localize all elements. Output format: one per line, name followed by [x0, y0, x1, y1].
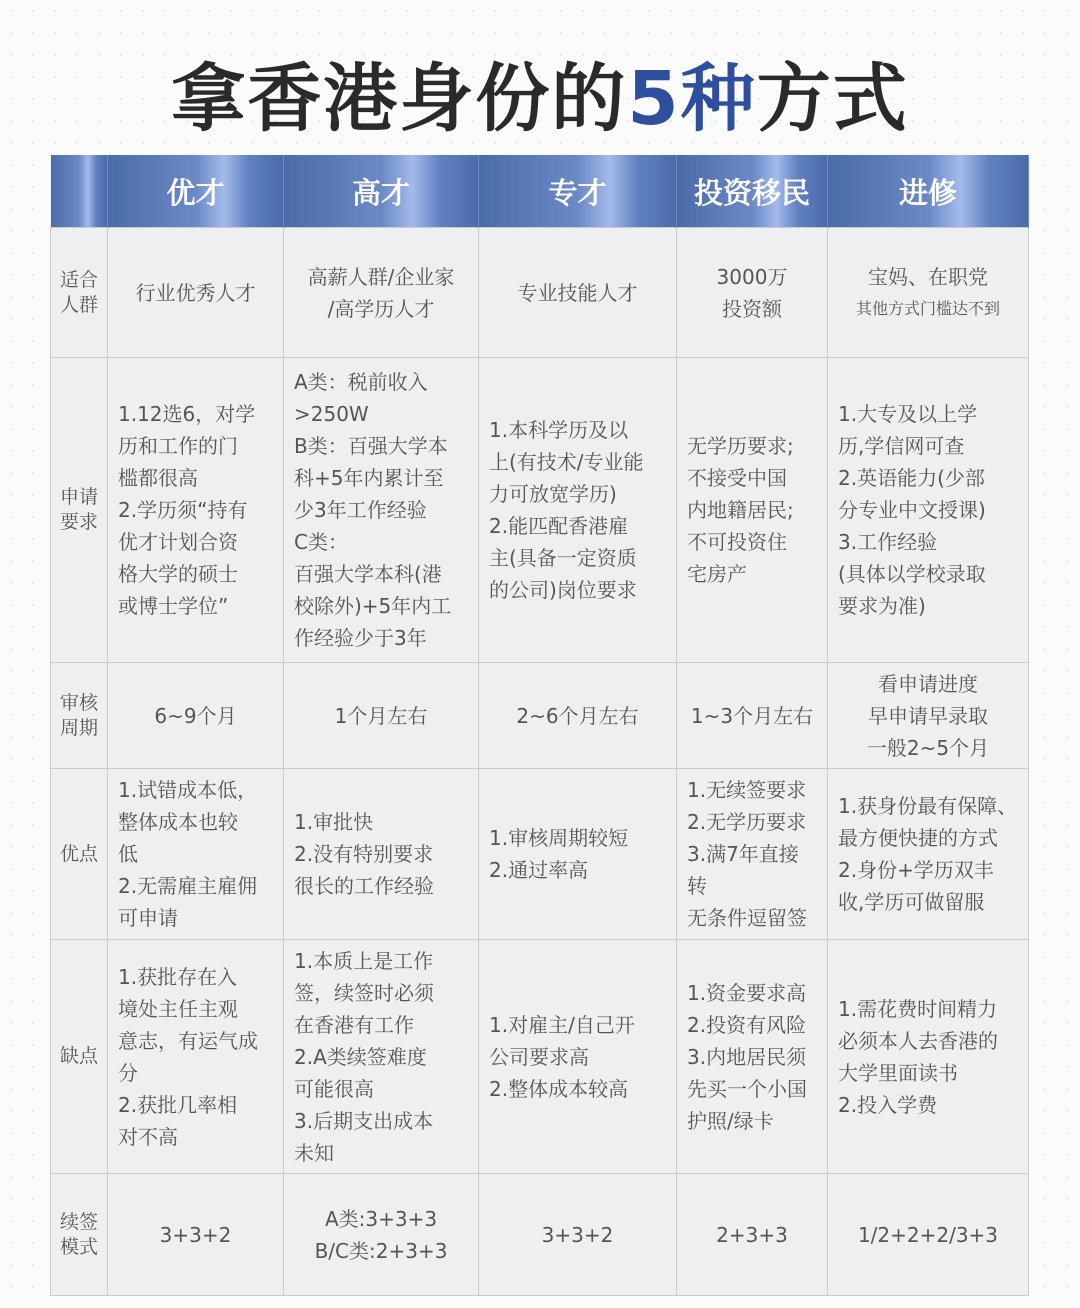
cell-text: 1/2+2+2/3+3: [857, 1222, 999, 1247]
table-cell: [108, 1174, 284, 1296]
cell-text: 6~9个月: [154, 703, 237, 728]
table-cell: [479, 769, 677, 940]
cell-text: 1~3个月左右: [690, 703, 814, 728]
table-cell: [479, 663, 677, 769]
table-cell: [677, 1174, 828, 1296]
cell-text: 1.本质上是工作 签，续签时必须 在香港有工作 2.A类续签难度 可能很高 3.后期支出成本 未知: [294, 948, 434, 1165]
table-cell: [284, 228, 479, 358]
title-text-end: 方式: [756, 56, 909, 142]
cell-text: 1.获批存在入 境处主任主观 意志，有运气成 分 2.获批几率相 对不高: [118, 964, 258, 1149]
row-label: 缺点: [51, 940, 108, 1174]
cell-text: 1.审批快 2.没有特别要求 很长的工作经验: [294, 810, 434, 898]
table-cell: [108, 663, 284, 769]
cell-text: 1.资金要求高 2.投资有风险 3.内地居民须 先买一个小国 护照/绿卡: [687, 980, 807, 1133]
cell-text: 1.12选6，对学 历和工作的门 槛都很高 2.学历须“持有 优才计划合资 格大学的硕士 或博士学位”: [118, 402, 256, 618]
table-cell: [828, 769, 1029, 940]
table-cell: [828, 663, 1029, 769]
comparison-table: [50, 155, 1029, 1296]
page-title: [0, 40, 1080, 146]
title-highlight: 5种: [627, 56, 757, 142]
table-cell: [479, 358, 677, 663]
cell-text: 1.获身份最有保障、 最方便快捷的方式 2.身份+学历双丰 收,学历可做留服: [838, 794, 1018, 914]
cell-text: 宝妈、在职党: [868, 264, 988, 289]
cell-text: 1.审核周期较短 2.通过率高: [489, 826, 629, 882]
table-cell: [284, 663, 479, 769]
cell-text: 专业技能人才: [517, 280, 638, 305]
cell-text: 2+3+3: [716, 1222, 788, 1247]
header-blank: [51, 155, 108, 228]
table-row: [51, 358, 1029, 663]
table-cell: [479, 940, 677, 1174]
cell-text: A类:3+3+3 B/C类:2+3+3: [314, 1206, 448, 1263]
row-label: 申请 要求: [51, 358, 108, 663]
table-cell: [828, 358, 1029, 663]
table-cell: [828, 940, 1029, 1174]
cell-subtext: 其他方式门槛达不到: [855, 298, 1000, 318]
header-study: 进修: [828, 155, 1029, 228]
cell-text: 无学历要求; 不接受中国 内地籍居民; 不可投资住 宅房产: [687, 434, 794, 586]
cell-text: 行业优秀人才: [135, 280, 256, 305]
table-cell: [677, 228, 828, 358]
cell-text: 1.试错成本低， 整体成本也较 低 2.无需雇主雇佣 可申请: [118, 778, 258, 930]
table-cell: [677, 663, 828, 769]
cell-text: 1.无续签要求 2.无学历要求 3.满7年直接转 无条件逗留签: [687, 778, 807, 930]
table-row: [51, 1174, 1029, 1296]
table-cell: [284, 1174, 479, 1296]
header-youcai: 优才: [108, 155, 284, 228]
table-cell: [828, 228, 1029, 358]
row-label: 续签 模式: [51, 1174, 108, 1296]
cell-text: 1.本科学历及以 上(有技术/专业能 力可放宽学历) 2.能匹配香港雇 主(具备一定资质 的公司)岗位要求: [489, 418, 644, 602]
cell-text: 3+3+2: [159, 1222, 232, 1247]
table-cell: [677, 769, 828, 940]
cell-text: 1个月左右: [334, 703, 428, 728]
row-label: 适合 人群: [51, 228, 108, 358]
cell-text: A类：税前收入 >250W B类：百强大学本 科+5年内累计至 少3年工作经验 C类： 百强大学本科(港 校除外)+5年内工 作经验少于3年: [294, 370, 452, 650]
table-cell: [479, 1174, 677, 1296]
row-label: 审核 周期: [51, 663, 108, 769]
table-cell: [108, 228, 284, 358]
title-text: 拿香港身份的: [171, 56, 628, 142]
header-zhuancai: 专才: [479, 155, 677, 228]
table-cell: [108, 358, 284, 663]
cell-text: 1.需花费时间精力 必须本人去香港的 大学里面读书 2.投入学费: [838, 996, 998, 1117]
header-investment: 投资移民: [677, 155, 828, 228]
header-gaocai: 高才: [284, 155, 479, 228]
table-cell: [677, 940, 828, 1174]
table-row: [51, 940, 1029, 1174]
table-cell: [284, 940, 479, 1174]
table-cell: [479, 228, 677, 358]
table-cell: [284, 769, 479, 940]
header-row: [51, 155, 1029, 228]
row-label: 优点: [51, 769, 108, 940]
cell-text: 2~6个月左右: [516, 703, 639, 728]
table-row: [51, 663, 1029, 769]
table-row: [51, 228, 1029, 358]
cell-text: 1.大专及以上学 历,学信网可查 2.英语能力(少部 分专业中文授课) 3.工作经验 (具体以学校录取 要求为准): [838, 402, 986, 618]
table-cell: [284, 358, 479, 663]
cell-text: 1.对雇主/自己开 公司要求高 2.整体成本较高: [489, 1012, 635, 1101]
table-cell: [677, 358, 828, 663]
table-row: [51, 769, 1029, 940]
cell-text: 高薪人群/企业家 /高学历人才: [307, 264, 455, 321]
cell-text: 看申请进度 早申请早录取 一般2~5个月: [866, 671, 990, 760]
table-cell: [828, 1174, 1029, 1296]
table-cell: [108, 940, 284, 1174]
table-cell: [108, 769, 284, 940]
cell-text: 3+3+2: [541, 1222, 614, 1247]
cell-text: 3000万 投资额: [716, 264, 788, 321]
